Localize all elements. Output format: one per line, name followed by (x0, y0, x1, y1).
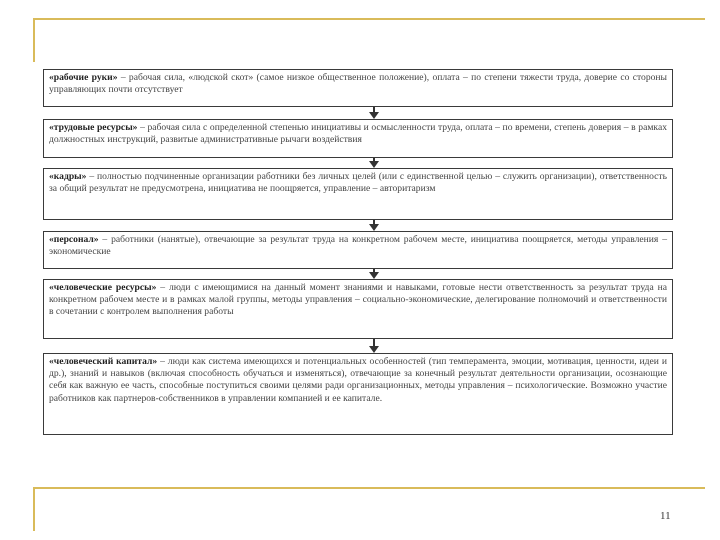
stage-box-human-capital (43, 353, 673, 435)
decorative-top-line (33, 18, 705, 20)
stage-description: – полностью подчиненные организации работники без личных целей (или с единственной целью – служить организации), ответственность за общий результат не предусмотрена, инициатива не поощряется, управление – авторитаризм (49, 171, 667, 195)
down-arrow (369, 107, 379, 119)
stage-box-work-hands (43, 69, 673, 107)
down-arrow (369, 158, 379, 168)
stage-term: «кадры» (49, 171, 87, 182)
stage-term: «трудовые ресурсы» (49, 122, 138, 133)
decorative-bottom-line (33, 487, 705, 489)
stage-description: – люди как система имеющихся и потенциальных особенностей (тип темперамента, эмоции, мотивация, ценности, идеи и др.), знаний и навыков (включая способность обучаться и изменяться), отвечающие за конечный результат деятельности организации, осознающие себя как важную ее часть, способные поступиться своими целями ради организационных, методы управления – психологические. Возможно участие работников как партнеров-собственников в управлении компанией и ее капитале. (49, 356, 667, 404)
stage-box-human-resources (43, 279, 673, 339)
decorative-top-corner (33, 18, 35, 62)
stage-box-personnel (43, 231, 673, 269)
stage-description: – люди с имеющимися на данный момент знаниями и навыками, готовые нести ответственность за результат труда на конкретном рабочем месте и в рамках малой группы, методы управления – социально-экономические, делегирование полномочий и ответственности в сочетании с контролем выполнения работы (49, 282, 667, 318)
stage-box-labor-resources (43, 119, 673, 158)
down-arrow (369, 269, 379, 279)
stage-box-cadres (43, 168, 673, 220)
down-arrow (369, 220, 379, 231)
stage-description: – рабочая сила, «людской скот» (самое низкое общественное положение), оплата – по степени тяжести труда, доверие со стороны управляющих почти отсутствует (49, 72, 667, 96)
stage-term: «персонал» (49, 234, 99, 245)
stage-term: «человеческий капитал» (49, 356, 158, 367)
stage-term: «рабочие руки» (49, 72, 118, 83)
decorative-bottom-corner (33, 487, 35, 531)
page-number: 11 (660, 510, 671, 522)
stage-description: – рабочая сила с определенной степенью инициативы и осмысленности труда, оплата – по времени, степень доверия – в рамках должностных инструкций, развитые административные рычаги воздействия (49, 122, 667, 146)
stage-description: – работники (нанятые), отвечающие за результат труда на конкретном рабочем месте, инициатива поощряется, методы управления – экономические (49, 234, 667, 258)
down-arrow (369, 339, 379, 353)
stage-term: «человеческие ресурсы» (49, 282, 157, 293)
